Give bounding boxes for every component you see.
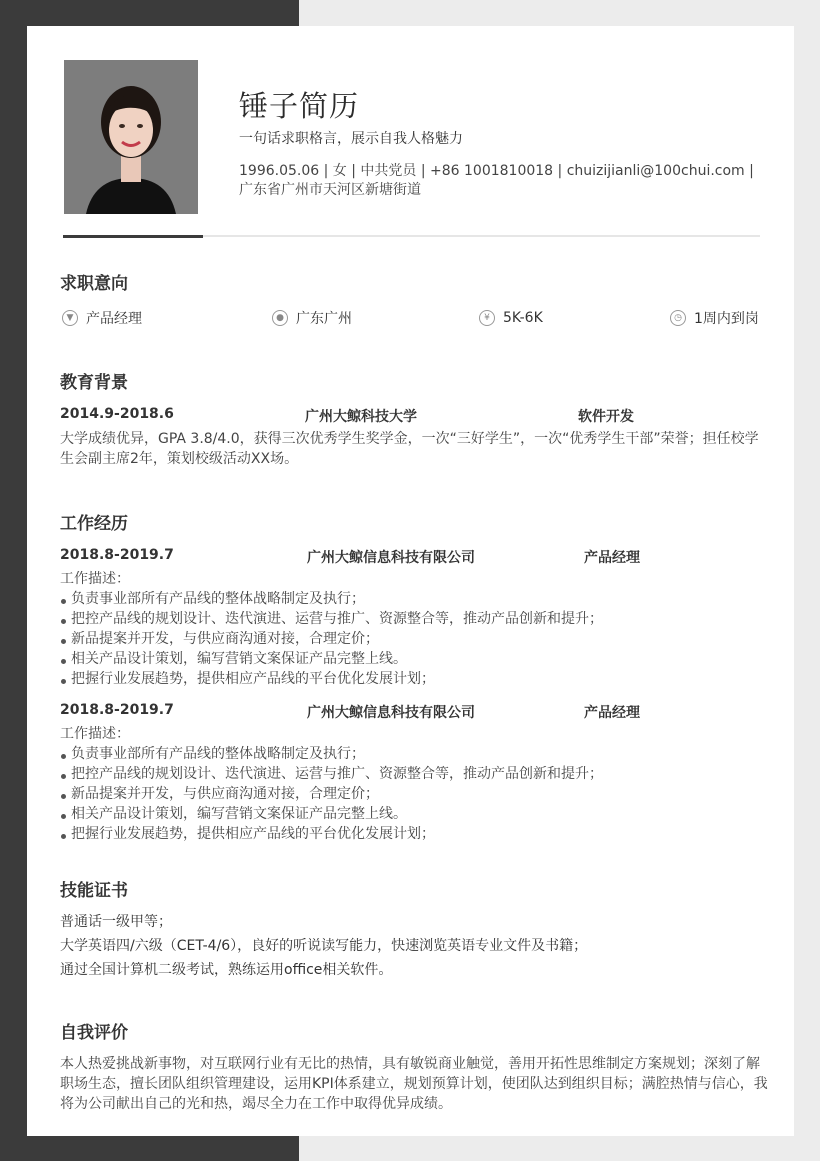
- list-item: 把握行业发展趋势，提供相应产品线的平台优化发展计划；: [60, 669, 770, 689]
- education-period: 2014.9-2018.6: [60, 406, 174, 422]
- list-item: 负责事业部所有产品线的整体战略制定及执行；: [60, 744, 770, 764]
- list-item: 相关产品设计策划，编写营销文案保证产品完整上线。: [60, 649, 770, 669]
- intent-position-label: 产品经理: [86, 311, 142, 327]
- clock-icon: ◷: [670, 310, 686, 326]
- education-description: 大学成绩优异，GPA 3.8/4.0，获得三次优秀学生奖学金，一次“三好学生”，一次“优秀学生干部”荣誉；担任校学生会副主席2年，策划校级活动XX场。: [60, 431, 759, 467]
- career-motto: 一句话求职格言，展示自我人格魅力: [239, 131, 463, 147]
- intent-item-location: [272, 308, 352, 328]
- education-row: [60, 406, 760, 424]
- job-1-period: 2018.8-2019.7: [60, 547, 174, 563]
- list-item: 新品提案并开发，与供应商沟通对接，合理定价；: [60, 784, 770, 804]
- section-title-intent: 求职意向: [60, 274, 128, 294]
- location-pin-icon: ●: [272, 310, 288, 326]
- section-title-skills: 技能证书: [60, 881, 128, 901]
- skill-line: 大学英语四/六级（CET-4/6），良好的听说读写能力，快速浏览英语专业文件及书籍；: [60, 938, 588, 954]
- intent-salary-label: 5K-6K: [503, 310, 543, 326]
- education-major: 软件开发: [578, 409, 634, 425]
- list-item: 把控产品线的规划设计、迭代演进、运营与推广、资源整合等，推动产品创新和提升；: [60, 609, 770, 629]
- yen-icon: ¥: [479, 310, 495, 326]
- job-row-2: [60, 702, 760, 720]
- section-title-education: 教育背景: [60, 373, 128, 393]
- job-2-company: 广州大鲸信息科技有限公司: [307, 705, 475, 721]
- job-2-description: [60, 724, 770, 844]
- job-2-period: 2018.8-2019.7: [60, 702, 174, 718]
- education-school: 广州大鲸科技大学: [305, 409, 417, 425]
- list-item: 相关产品设计策划，编写营销文案保证产品完整上线。: [60, 804, 770, 824]
- intent-location-label: 广东广州: [296, 311, 352, 327]
- personal-info-line-1: 1996.05.06 | 女 | 中共党员 | +86 1001810018 | chuizijianli@100chui.com |: [239, 163, 754, 179]
- personal-info-line-2: 广东省广州市天河区新塘街道: [239, 182, 421, 198]
- intent-item-availability: [670, 308, 759, 328]
- skill-line: 通过全国计算机二级考试，熟练运用office相关软件。: [60, 962, 393, 978]
- job-2-role: 产品经理: [584, 705, 640, 721]
- job-1-company: 广州大鲸信息科技有限公司: [307, 550, 475, 566]
- personal-info: [239, 162, 759, 200]
- intent-item-position: [62, 308, 142, 328]
- self-eval-text: 本人热爱挑战新事物，对互联网行业有无比的热情，具有敏锐商业触觉，善用开拓性思维制定方案规划；深刻了解职场生态，擅长团队组织管理建设，运用KPI体系建立，规划预算计划，使团队达到组织目标；满腔热情与信心，我将为公司献出自己的光和热，竭尽全力在工作中取得优异成绩。: [60, 1056, 768, 1112]
- header-divider-accent: [63, 235, 203, 238]
- resume-page: [27, 26, 794, 1136]
- intent-availability-label: 1周内到岗: [694, 311, 759, 327]
- section-title-self-eval: 自我评价: [60, 1023, 128, 1043]
- job-2-desc-label: 工作描述：: [60, 726, 130, 742]
- skills-list: [60, 910, 770, 982]
- job-row-1: [60, 547, 760, 565]
- profile-photo: [64, 60, 198, 214]
- list-item: 把握行业发展趋势，提供相应产品线的平台优化发展计划；: [60, 824, 770, 844]
- section-title-work: 工作经历: [60, 514, 128, 534]
- tie-icon: ▼: [62, 310, 78, 326]
- job-1-desc-label: 工作描述：: [60, 571, 130, 587]
- list-item: 负责事业部所有产品线的整体战略制定及执行；: [60, 589, 770, 609]
- job-1-role: 产品经理: [584, 550, 640, 566]
- skill-line: 普通话一级甲等；: [60, 914, 172, 930]
- intent-item-salary: [479, 308, 543, 328]
- list-item: 新品提案并开发，与供应商沟通对接，合理定价；: [60, 629, 770, 649]
- list-item: 把控产品线的规划设计、迭代演进、运营与推广、资源整合等，推动产品创新和提升；: [60, 764, 770, 784]
- job-1-description: [60, 569, 770, 689]
- candidate-name: 锤子简历: [239, 89, 360, 123]
